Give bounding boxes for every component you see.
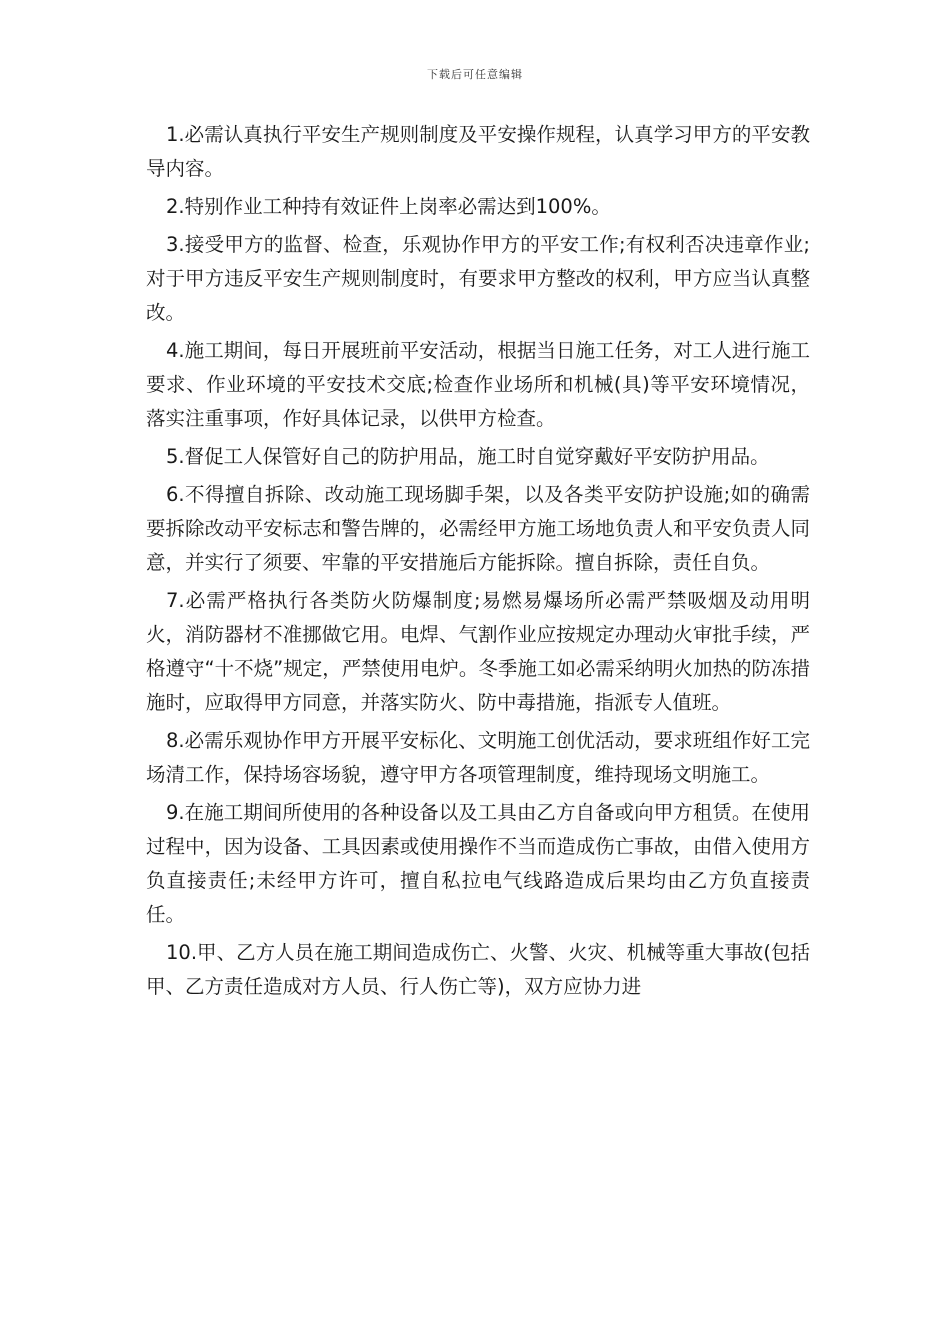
paragraph-7: 7.必需严格执行各类防火防爆制度;易燃易爆场所必需严禁吸烟及动用明火，消防器材不准挪做它用。电焊、气割作业应按规定办理动火审批手续，严格遵守“十不烧”规定，严禁使用电炉。冬季施工如必需采纳明火加热的防冻措施时，应取得甲方同意，并落实防火、防中毒措施，指派专人值班。 [146,589,810,714]
paragraph-5: 5.督促工人保管好自己的防护用品，施工时自觉穿戴好平安防护用品。 [166,445,770,468]
document-body [146,118,810,1008]
page-header-note: 下载后可任意编辑 [427,68,523,81]
paragraph-6: 6.不得擅自拆除、改动施工现场脚手架，以及各类平安防护设施;如的确需要拆除改动平安标志和警告牌的，必需经甲方施工场地负责人和平安负责人同意，并实行了须要、牢靠的平安措施后方能拆除。擅自拆除，责任自负。 [146,483,810,574]
paragraph-2: 2.特别作业工种持有效证件上岗率必需达到100%。 [166,195,611,218]
paragraph-3: 3.接受甲方的监督、检查，乐观协作甲方的平安工作;有权利否决违章作业;对于甲方违反平安生产规则制度时，有要求甲方整改的权利，甲方应当认真整改。 [146,233,810,324]
paragraph-9: 9.在施工期间所使用的各种设备以及工具由乙方自备或向甲方租赁。在使用过程中，因为设备、工具因素或使用操作不当而造成伤亡事故，由借入使用方负直接责任;未经甲方许可，擅自私拉电气线路造成后果均由乙方负直接责任。 [146,801,810,926]
paragraph-8: 8.必需乐观协作甲方开展平安标化、文明施工创优活动，要求班组作好工完场清工作，保持场容场貌，遵守甲方各项管理制度，维持现场文明施工。 [146,729,810,786]
paragraph-1: 1.必需认真执行平安生产规则制度及平安操作规程，认真学习甲方的平安教导内容。 [146,123,810,180]
paragraph-4: 4.施工期间，每日开展班前平安活动，根据当日施工任务，对工人进行施工要求、作业环境的平安技术交底;检查作业场所和机械(具)等平安环境情况，落实注重事项，作好具体记录，以供甲方检查。 [146,339,810,430]
paragraph-10: 10.甲、乙方人员在施工期间造成伤亡、火警、火灾、机械等重大事故(包括甲、乙方责任造成对方人员、行人伤亡等)，双方应协力进 [146,941,810,998]
